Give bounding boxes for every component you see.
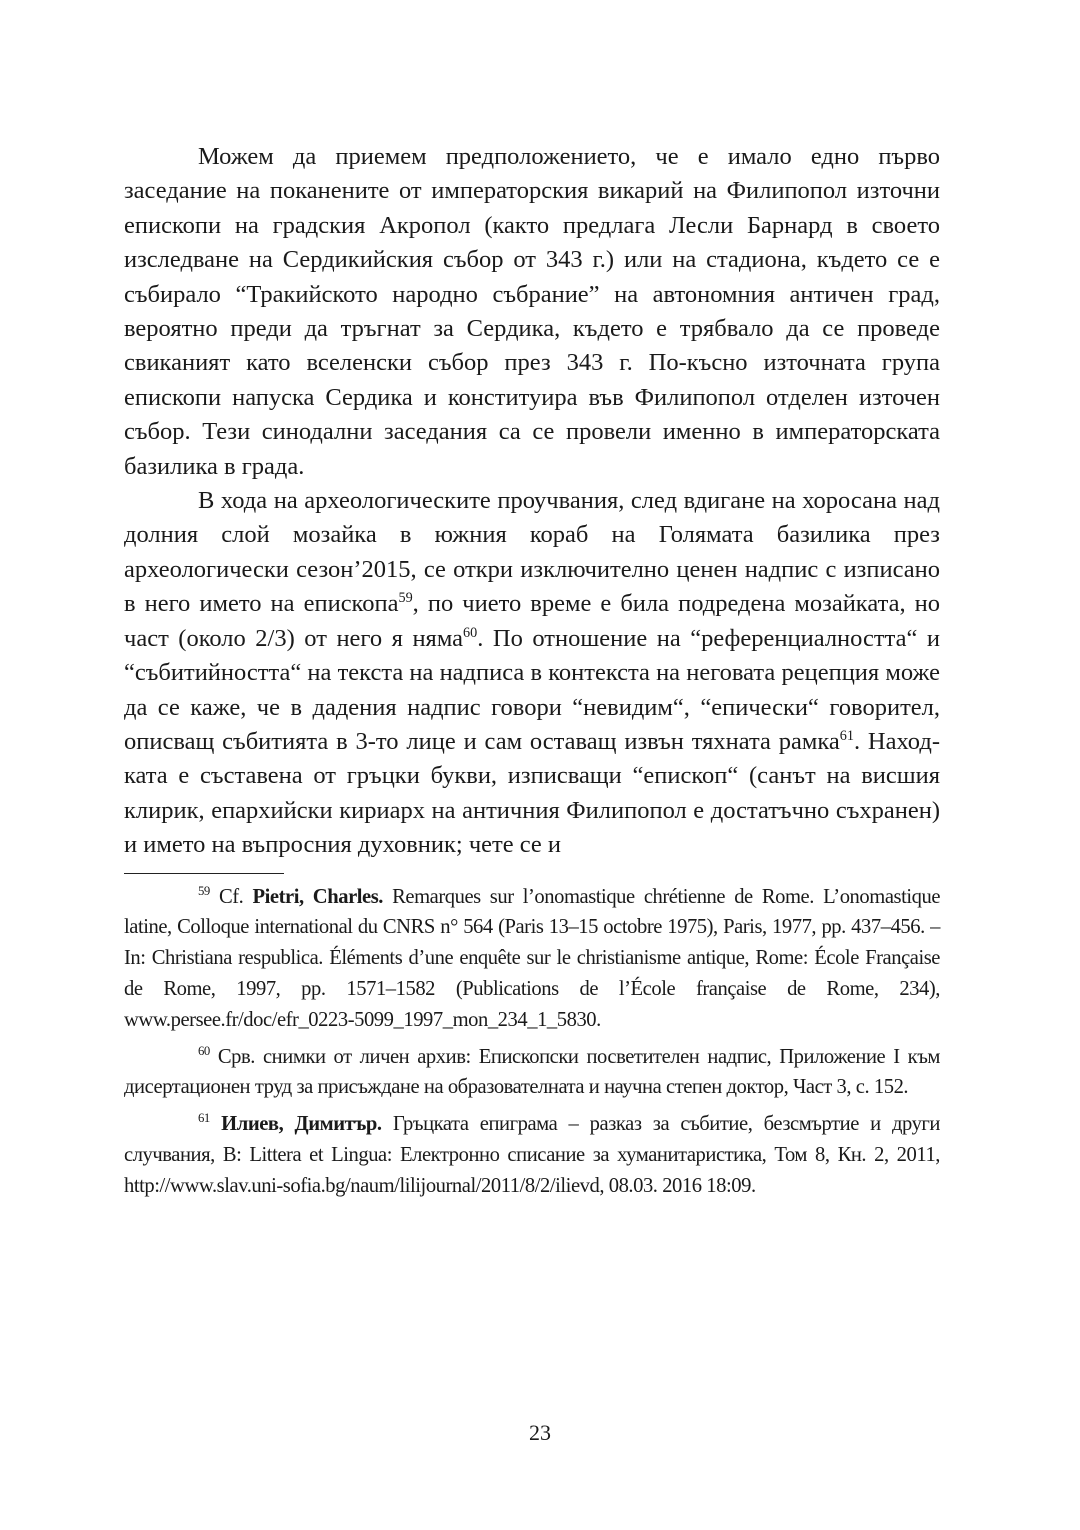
page-content xyxy=(124,140,940,1208)
footnote-60 xyxy=(124,1042,940,1104)
footnote-text: Cf. xyxy=(209,885,253,908)
paragraph-1-text: Можем да приемем предположението, че е имало едно първо заседание на поканените от императорския викарий на Филипопол източни епископи на градския Акропол (както предлага Лесли Барнард в своето изследване на Сердикийския събор от 343 г.) или на стадиона, където се е събирало “Тракийското народно събрание” на автономния античен град, вероятно преди да тръгнат за Сердика, където е трябвало да се проведе свиканият като вселенски събор през 343 г. По-късно източната група епископи напуска Сердика и конституира във Филипопол отделен източен събор. Тези синодални заседания са се провели именно в императорската базилика в града. xyxy=(124,143,940,480)
footnote-text xyxy=(210,1113,221,1135)
footnote-ref-60[interactable]: 60 xyxy=(463,624,478,641)
footnote-number: 60 xyxy=(198,1043,210,1058)
footnote-author: Pietri, Charles. xyxy=(252,885,383,908)
footnote-author: Илиев, Димитър. xyxy=(221,1113,382,1136)
footnote-text: Remarques sur l’onomastique chrétienne de Rome. L’onomastique latine, Colloque international du CNRS n° 564 (Paris 13–15 octobre 1975), Paris, 1977, pp. 437–456. – In: Christiana respublica. Éléments d’une enquête sur le christianisme antique, Rome: École Française de Rome, 1997, pp. 1571–1582 (Publications de l’École française de Rome, 234), www.persee.fr/doc/efr_0223-5099_1997_mon_234_1_5830. xyxy=(124,885,941,1031)
paragraph-1 xyxy=(124,140,940,484)
paragraph-2-text-a: В хода на археологическите проучвания, след вдигане на хоросана над долния слой мозайка в южния кораб на Голямата базилика през археологически сезон’2015, се откри изключително ценен надпис с изписано в него името на епископа xyxy=(124,487,940,618)
paragraph-2-text-c: . По отношение на “референциалността“ и “събитийността“ на текста на надписа в контекста на неговата рецепция може да се каже, че в дадения надпис говори “невидим“, “епически“ говорител, описващ събитията в 3-то лице и сам оставащ извън тяхната рамка xyxy=(124,624,941,755)
footnote-59 xyxy=(124,882,940,1036)
paragraph-2-text-b: , по чието време е била подредена мозайката, но част (около 2/3) от него я няма xyxy=(124,590,941,652)
paragraph-2 xyxy=(124,484,940,862)
footnote-61 xyxy=(124,1109,940,1201)
page-number: 23 xyxy=(529,1420,551,1445)
footnote-text: Срв. снимки от личен архив: Епископски посветителен надпис, Приложение I към дисертационен труд за присъждане на образователната и научна степен доктор, Част 3, с. 152. xyxy=(124,1045,940,1099)
footnote-ref-61[interactable]: 61 xyxy=(839,727,854,744)
footnote-ref-59[interactable]: 59 xyxy=(398,590,413,607)
body-text xyxy=(124,140,940,863)
footnote-text: Гръцката епиграма – разказ за събитие, безсмъртие и други случвания, В: Littera et Lingua: Електронно списание за хуманитаристика, Том 8, Кн. 2, 2011, http://www.slav.uni-sofia.bg/naum/lilijournal/2011/8/2/ilievd, 08.03. 2016 18:09. xyxy=(124,1113,941,1197)
paragraph-2-text-d: . Находката е съставена от гръцки букви, изписващи “епископ“ (санът на висшия клирик, епархийски кириарх на античния Филипопол е достатъчно съхранен) и името на въпросния духовник; чете се и xyxy=(124,727,940,859)
footnote-number: 61 xyxy=(198,1111,210,1126)
footnote-separator xyxy=(124,873,284,874)
footnotes xyxy=(124,882,940,1202)
footnote-number: 59 xyxy=(198,883,210,898)
